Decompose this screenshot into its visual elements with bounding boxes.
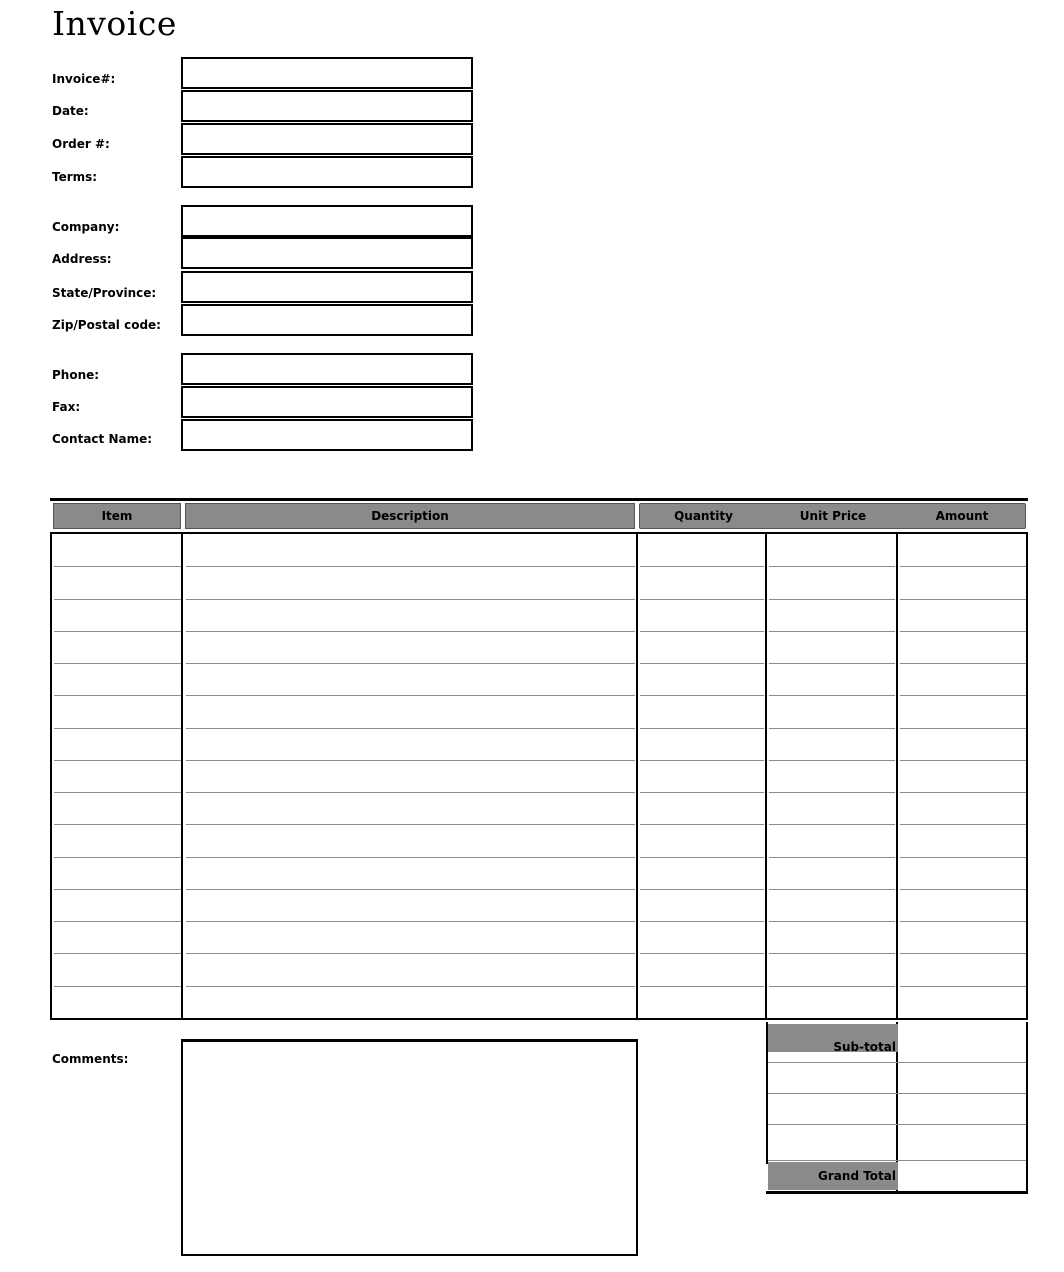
table-row-line bbox=[54, 631, 181, 632]
column-divider bbox=[181, 532, 183, 1020]
table-row-line bbox=[54, 728, 181, 729]
table-row-line bbox=[54, 599, 181, 600]
column-header-item: Item bbox=[53, 503, 181, 529]
table-row-line bbox=[769, 824, 895, 825]
contact-name-label: Contact Name: bbox=[52, 432, 153, 446]
company-label: Company: bbox=[52, 220, 120, 234]
table-row-line bbox=[640, 792, 764, 793]
table-row-line bbox=[640, 728, 764, 729]
table-row-line bbox=[186, 889, 635, 890]
table-row-line bbox=[54, 986, 181, 987]
table-row-line bbox=[186, 824, 635, 825]
phone-label: Phone: bbox=[52, 368, 100, 382]
address-field[interactable] bbox=[181, 237, 473, 269]
table-row-line bbox=[769, 663, 895, 664]
table-row-line bbox=[54, 824, 181, 825]
table-row-line bbox=[54, 663, 181, 664]
subtotal-label: Sub-total bbox=[768, 1024, 898, 1052]
table-row-line bbox=[769, 921, 895, 922]
grand-total-label: Grand Total bbox=[768, 1162, 898, 1190]
table-row-line bbox=[186, 953, 635, 954]
table-row-line bbox=[900, 631, 1026, 632]
table-row-line bbox=[54, 889, 181, 890]
column-divider bbox=[765, 532, 767, 1020]
table-row-line bbox=[186, 728, 635, 729]
table-row-line bbox=[640, 857, 764, 858]
table-row-line bbox=[640, 663, 764, 664]
totals-divider bbox=[1026, 1022, 1028, 1192]
table-row-line bbox=[186, 663, 635, 664]
table-row-line bbox=[54, 695, 181, 696]
comments-label: Comments: bbox=[52, 1052, 129, 1066]
table-row-line bbox=[186, 760, 635, 761]
table-row-line bbox=[769, 986, 895, 987]
table-row-line bbox=[769, 728, 895, 729]
fax-label: Fax: bbox=[52, 400, 81, 414]
terms-label: Terms: bbox=[52, 170, 98, 184]
table-top-rule bbox=[50, 498, 1028, 501]
table-row-line bbox=[900, 728, 1026, 729]
table-row-line bbox=[769, 792, 895, 793]
table-row-line bbox=[769, 566, 895, 567]
table-row-line bbox=[640, 599, 764, 600]
state-province-label: State/Province: bbox=[52, 286, 157, 300]
table-row-line bbox=[769, 695, 895, 696]
line-items-table bbox=[50, 498, 1028, 1022]
table-row-line bbox=[640, 631, 764, 632]
table-row-line bbox=[186, 857, 635, 858]
comments-box[interactable] bbox=[181, 1039, 638, 1256]
contact-name-field[interactable] bbox=[181, 419, 473, 451]
table-row-line bbox=[186, 986, 635, 987]
table-row-line bbox=[900, 986, 1026, 987]
table-row-line bbox=[769, 760, 895, 761]
table-row-line bbox=[54, 760, 181, 761]
totals-block bbox=[766, 1022, 1028, 1194]
table-row-line bbox=[640, 695, 764, 696]
invoice-number-field[interactable] bbox=[181, 57, 473, 89]
table-row-line bbox=[640, 921, 764, 922]
invoice-number-label: Invoice#: bbox=[52, 72, 116, 86]
totals-bottom-rule bbox=[766, 1191, 1028, 1194]
table-row-line bbox=[640, 824, 764, 825]
table-row-line bbox=[54, 792, 181, 793]
table-row-line bbox=[640, 566, 764, 567]
table-row-line bbox=[186, 599, 635, 600]
column-divider bbox=[636, 532, 638, 1020]
table-row-line bbox=[186, 695, 635, 696]
totals-row-line bbox=[768, 1062, 1026, 1063]
order-number-field[interactable] bbox=[181, 123, 473, 155]
table-row-line bbox=[900, 889, 1026, 890]
table-row-line bbox=[900, 824, 1026, 825]
table-row-line bbox=[640, 760, 764, 761]
table-row-line bbox=[900, 663, 1026, 664]
table-row-line bbox=[54, 953, 181, 954]
table-row-line bbox=[54, 566, 181, 567]
table-row-line bbox=[54, 857, 181, 858]
table-row-line bbox=[900, 921, 1026, 922]
table-body bbox=[50, 532, 1028, 1020]
table-row-line bbox=[900, 953, 1026, 954]
zip-postal-code-field[interactable] bbox=[181, 304, 473, 336]
totals-row-line bbox=[768, 1124, 1026, 1125]
column-header-unit-price: Unit Price bbox=[799, 509, 867, 523]
totals-row-line bbox=[768, 1160, 1026, 1161]
date-label: Date: bbox=[52, 104, 89, 118]
table-row-line bbox=[900, 792, 1026, 793]
table-row-line bbox=[186, 566, 635, 567]
table-row-line bbox=[769, 857, 895, 858]
phone-field[interactable] bbox=[181, 353, 473, 385]
company-field[interactable] bbox=[181, 205, 473, 237]
invoice-title: Invoice bbox=[52, 4, 177, 43]
table-row-line bbox=[769, 631, 895, 632]
table-row-line bbox=[900, 857, 1026, 858]
table-row-line bbox=[186, 792, 635, 793]
table-row-line bbox=[54, 921, 181, 922]
table-row-line bbox=[900, 760, 1026, 761]
date-field[interactable] bbox=[181, 90, 473, 122]
table-row-line bbox=[769, 953, 895, 954]
state-province-field[interactable] bbox=[181, 271, 473, 303]
terms-field[interactable] bbox=[181, 156, 473, 188]
column-header-description: Description bbox=[185, 503, 635, 529]
address-label: Address: bbox=[52, 252, 112, 266]
column-divider bbox=[896, 532, 898, 1020]
table-row-line bbox=[640, 889, 764, 890]
table-row-line bbox=[900, 695, 1026, 696]
table-row-line bbox=[640, 986, 764, 987]
table-row-line bbox=[640, 953, 764, 954]
table-row-line bbox=[769, 889, 895, 890]
table-row-line bbox=[186, 921, 635, 922]
zip-postal-code-label: Zip/Postal code: bbox=[52, 318, 161, 332]
fax-field[interactable] bbox=[181, 386, 473, 418]
column-header-quantity: Quantity bbox=[674, 509, 733, 523]
order-number-label: Order #: bbox=[52, 137, 110, 151]
column-header-amount: Amount bbox=[935, 509, 989, 523]
table-row-line bbox=[900, 566, 1026, 567]
table-row-line bbox=[186, 631, 635, 632]
table-row-line bbox=[900, 599, 1026, 600]
table-row-line bbox=[769, 599, 895, 600]
totals-row-line bbox=[768, 1093, 1026, 1094]
